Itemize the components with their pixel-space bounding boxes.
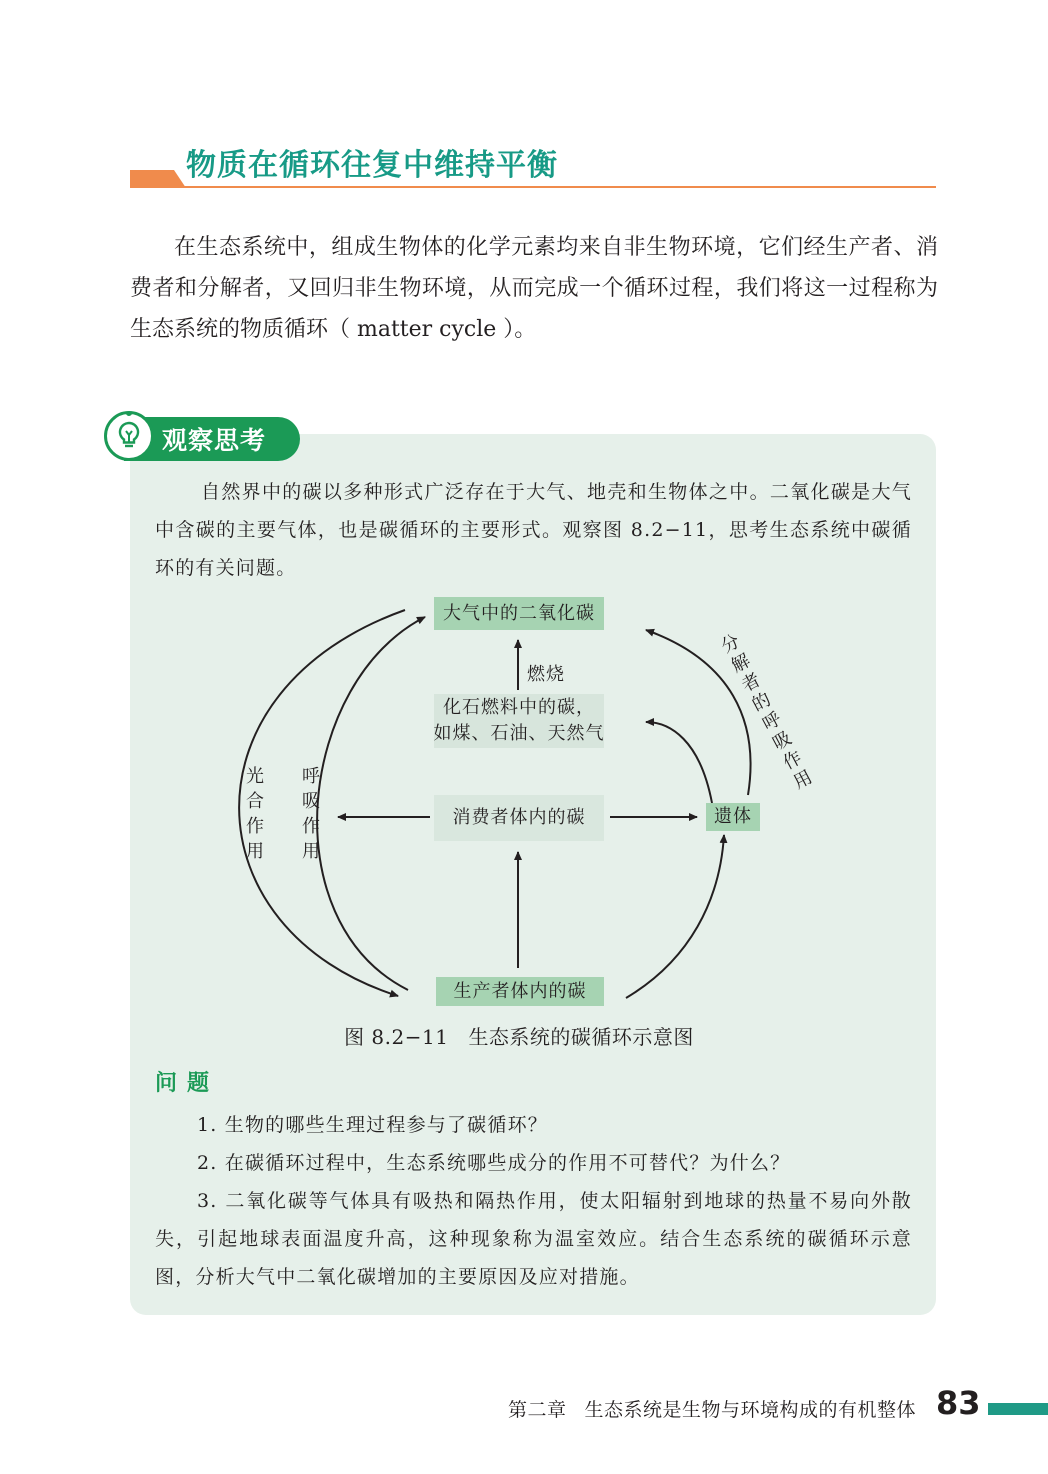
caption-text: 生态系统的碳循环示意图 [468,1025,694,1049]
page-number: 83 [936,1384,981,1422]
node-remains: 遗体 [706,803,760,831]
label-respiration: 呼吸作用 [302,766,320,862]
intro-line: 这一过程称为生态系统的物质循环（ matter cycle ）。 [130,276,938,342]
section-title: 物质在循环往复中维持平衡 [186,148,558,183]
intro-line: 在生态系统中，组成生物体的化学元素均来自非生物环境，它们经生产 [174,235,872,260]
question-line: 向外散失，引起地球表面温度升高，这种现象称为温室效应。结合生态系统 [155,1190,912,1250]
question-list [155,1106,912,1296]
heading-accent-shape [130,130,186,188]
observe-line: 是大气中含碳的主要气体，也是碳循环的主要形式。观察图 8.2−11，思考生态 [155,481,912,541]
footer-accent-bar [988,1403,1048,1415]
question-line: 的碳循环示意图，分析大气中二氧化碳增加的主要原因及应对措施。 [155,1228,912,1288]
label-burning: 燃烧 [527,664,565,685]
chapter-number: 第二章 [507,1399,567,1421]
observe-badge [104,409,300,463]
question-item: 1. 生物的哪些生理过程参与了碳循环？ [197,1114,548,1136]
fossil-line: 化石燃料中的碳， [443,697,595,718]
node-producer: 生产者体内的碳 [436,977,604,1006]
question-item: 2. 在碳循环过程中，生态系统哪些成分的作用不可替代？为什么？ [197,1152,791,1174]
observe-badge-label: 观察思考 [162,426,267,455]
footer-chapter [508,1395,916,1422]
questions-heading: 问题 [155,1071,220,1096]
section-heading [130,130,936,190]
heading-rule [184,186,936,188]
lightbulb-icon [104,411,154,461]
intro-paragraph [130,227,938,350]
observe-paragraph [155,473,912,587]
caption-number: 图 8.2−11 [344,1025,449,1049]
figure-caption [0,1021,1048,1050]
chapter-title: 生态系统是生物与环境构成的有机整体 [584,1399,916,1421]
node-consumer: 消费者体内的碳 [434,795,604,841]
observe-line: 系统中碳循环的有关问题。 [155,519,912,579]
intro-line: 者、消费者和分解者，又回归非生物环境，从而完成一个循环过程，我们将 [130,235,938,301]
node-fossil-fuel [434,694,604,748]
label-decomposer-respiration: 分解者的呼吸作用 [717,630,816,794]
node-atmosphere-co2: 大气中的二氧化碳 [434,597,604,630]
question-item [155,1182,912,1296]
observe-line: 自然界中的碳以多种形式广泛存在于大气、地壳和生物体之中。二氧化碳 [201,481,852,503]
question-line: 3. 二氧化碳等气体具有吸热和隔热作用，使太阳辐射到地球的热量不易 [197,1190,851,1212]
label-photosynthesis: 光合作用 [246,766,264,862]
fossil-line: 如煤、石油、天然气 [433,723,605,744]
